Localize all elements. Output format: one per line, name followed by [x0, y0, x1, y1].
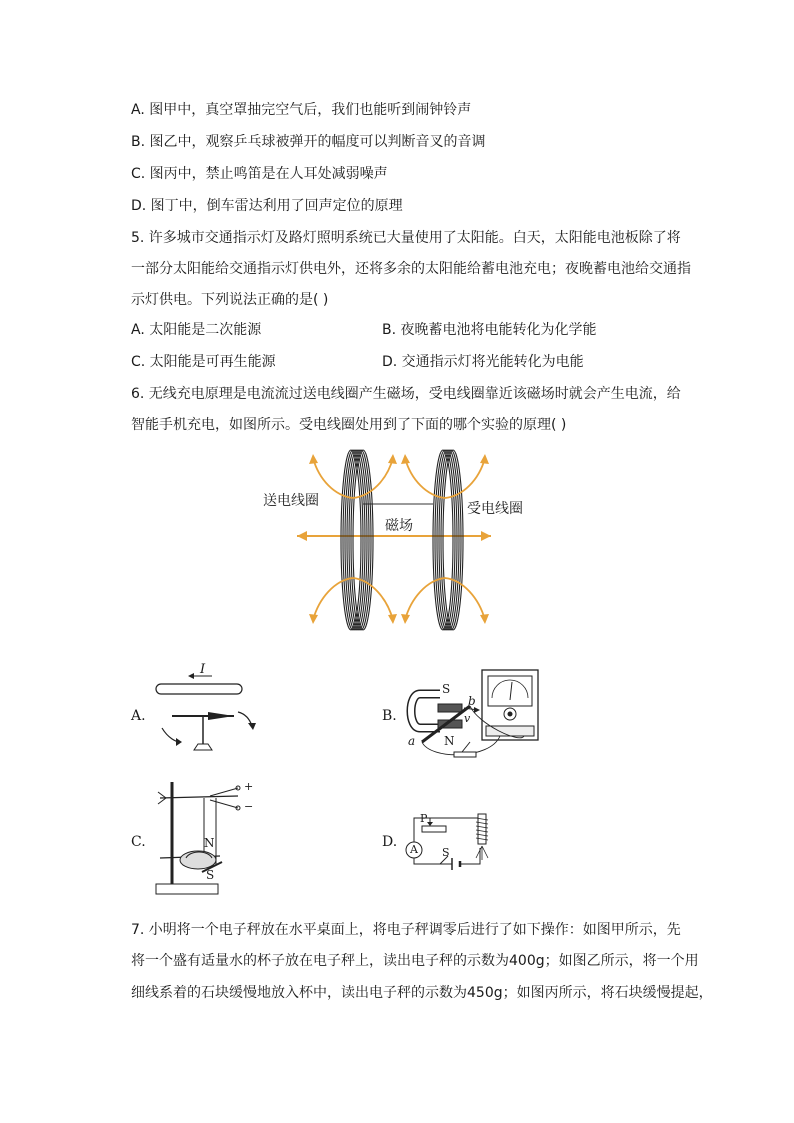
rod-end-a-label: a [408, 734, 416, 748]
q6-option-b-label: B. [382, 708, 397, 724]
option-c-figure [150, 776, 260, 902]
pole-s-label: S [442, 682, 451, 696]
slider-p-label: P [420, 812, 428, 825]
q5-option-c: C. 太阳能是可再生能源 [131, 354, 276, 370]
option-a-figure [150, 662, 270, 758]
q6-option-c-label: C. [131, 834, 146, 850]
field-arrow-right [481, 531, 491, 541]
pole-n-label-c: N [204, 836, 215, 850]
pole-n-label: N [444, 734, 455, 748]
receive-coil [433, 450, 463, 630]
velocity-label: v [464, 712, 471, 725]
option-d-figure [400, 806, 510, 872]
terminal-minus: − [244, 800, 254, 813]
q5-stem-line-1: 5. 许多城市交通指示灯及路灯照明系统已大量使用了太阳能。白天，太阳能电池板除了将 [131, 230, 681, 246]
q7-stem-line-1: 7. 小明将一个电子秤放在水平桌面上，将电子秤调零后进行了如下操作：如图甲所示，先 [131, 922, 681, 938]
q5-option-b: B. 夜晚蓄电池将电能转化为化学能 [382, 322, 597, 338]
q7-stem-line-2: 将一个盛有适量水的杯子放在电子秤上，读出电子秤的示数为400g；如图乙所示，将一个用 [131, 953, 699, 969]
ammeter-label: A [410, 843, 418, 856]
q5-stem-line-3: 示灯供电。下列说法正确的是( ) [131, 292, 329, 308]
q4-option-a: A. 图甲中，真空罩抽完空气后，我们也能听到闹钟铃声 [131, 102, 472, 118]
option-b-figure [400, 664, 550, 764]
q5-stem-line-2: 一部分太阳能给交通指示灯供电外，还将多余的太阳能给蓄电池充电；夜晚蓄电池给交通指 [131, 261, 691, 277]
field-arrow-left [297, 531, 307, 541]
q5-option-d: D. 交通指示灯将光能转化为电能 [382, 354, 584, 370]
q4-option-d: D. 图丁中，倒车雷达利用了回声定位的原理 [131, 198, 403, 214]
q6-stem-line-1: 6. 无线充电原理是电流流过送电线圈产生磁场，受电线圈靠近该磁场时就会产生电流，给 [131, 386, 681, 402]
q6-stem-line-2: 智能手机充电，如图所示。受电线圈处用到了下面的哪个实验的原理( ) [131, 417, 567, 433]
pole-s-label-c: S [206, 868, 215, 882]
coil-figure [255, 440, 545, 650]
field-label: 磁场 [383, 515, 415, 535]
switch-s-label: S [442, 846, 450, 859]
q6-option-d-label: D. [382, 834, 398, 850]
q7-stem-line-3: 细线系着的石块缓慢地放入杯中，读出电子秤的示数为450g；如图丙所示，将石块缓慢提起， [131, 985, 713, 1001]
q6-option-a-label: A. [131, 708, 146, 724]
rod-end-b-label: b [468, 694, 476, 708]
send-coil [341, 450, 373, 630]
send-coil-label: 送电线圈 [263, 490, 319, 510]
q4-option-b: B. 图乙中，观察乒乓球被弹开的幅度可以判断音叉的音调 [131, 134, 486, 150]
q4-option-c: C. 图丙中，禁止鸣笛是在人耳处减弱噪声 [131, 166, 388, 182]
receive-coil-label: 受电线圈 [467, 498, 523, 518]
q5-option-a: A. 太阳能是二次能源 [131, 322, 262, 338]
terminal-plus: + [244, 780, 254, 793]
current-symbol: I [200, 662, 206, 677]
coil-diagram [255, 440, 545, 650]
